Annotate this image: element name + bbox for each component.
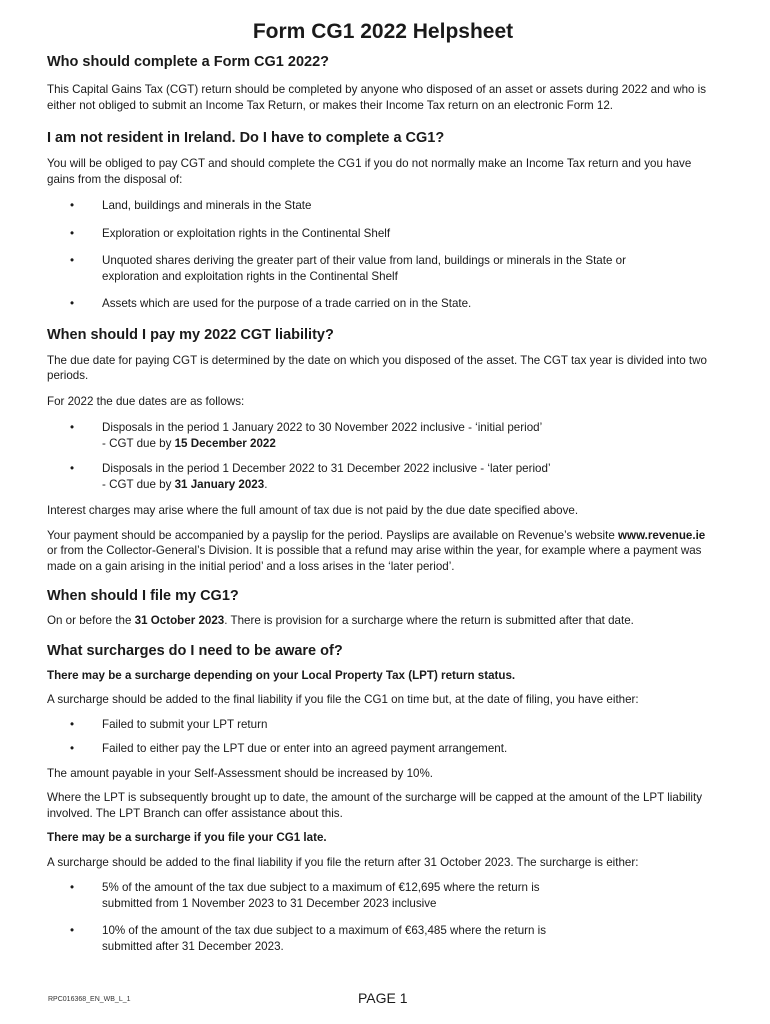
- section-heading: When should I pay my 2022 CGT liability?: [47, 326, 334, 343]
- list-item-text: Failed to submit your LPT return: [102, 717, 268, 731]
- list-item-text: Assets which are used for the purpose of a trade carried on in the State.: [102, 297, 472, 310]
- list-item-text: Disposals in the period 1 January 2022 to 30 November 2022 inclusive - ‘initial period’: [102, 421, 543, 434]
- paragraph: For 2022 the due dates are as follows:: [47, 394, 245, 408]
- bullet-glyph: •: [70, 254, 75, 267]
- due-suffix: .: [264, 477, 268, 491]
- paragraph: Where the LPT is subsequently brought up to date, the amount of the surcharge will be capped at the amount of the LPT liability involved. The LPT Branch can offer assistance about this.: [47, 791, 703, 820]
- document-code: RPC016368_EN_WB_L_1: [48, 996, 131, 1003]
- paragraph: This Capital Gains Tax (CGT) return should be completed by anyone who disposed of an asset or assets during 2022 and who is either not obliged to submit an Income Tax Return, or makes their Income Tax return on an electronic Form 12.: [47, 83, 707, 112]
- list-item: [47, 420, 719, 451]
- filing-date: 31 October 2023: [134, 614, 225, 627]
- list-item-text: Unquoted shares deriving the greater part of their value from land, buildings or minerals in the State or exploration and exploitation rights in the Continental Shelf: [102, 254, 626, 283]
- list-item: [47, 253, 677, 284]
- bullet-list: [47, 717, 719, 757]
- list-item: [47, 198, 719, 214]
- page-number: PAGE 1: [358, 990, 408, 1006]
- paragraph: [47, 613, 719, 629]
- list-item: [47, 880, 587, 911]
- text-run: or from the Collector-General’s Division. It is possible that a refund may arise within the year, for example where a payment was made on a gain arising in the initial period’ and a loss arises in the ‘later period’.: [47, 544, 702, 573]
- bullet-glyph: •: [70, 421, 75, 434]
- section-heading: When should I file my CG1?: [47, 588, 239, 604]
- paragraph: Interest charges may arise where the full amount of tax due is not paid by the due date specified above.: [47, 504, 579, 517]
- page-title: Form CG1 2022 Helpsheet: [252, 20, 514, 43]
- text-run: Your payment should be accompanied by a payslip for the period. Payslips are available on Revenue’s website: [47, 528, 619, 542]
- bullet-glyph: •: [70, 881, 75, 894]
- text-run: On or before the: [47, 614, 135, 627]
- list-item: [47, 717, 719, 733]
- paragraph: The amount payable in your Self-Assessment should be increased by 10%.: [47, 766, 434, 780]
- bold-lead: There may be a surcharge if you file your CG1 late.: [47, 831, 327, 844]
- list-item: [47, 296, 719, 312]
- list-item: [47, 923, 592, 954]
- due-dates-list: [47, 420, 719, 492]
- section-heading: Who should complete a Form CG1 2022?: [47, 54, 329, 70]
- bold-lead: There may be a surcharge depending on your Local Property Tax (LPT) return status.: [47, 668, 516, 682]
- paragraph: [47, 528, 712, 575]
- bullet-glyph: •: [70, 462, 75, 475]
- due-date: 15 December 2022: [174, 436, 276, 450]
- document-body: [47, 52, 719, 954]
- list-item-text: 10% of the amount of the tax due subject to a maximum of €63,485 where the return is submitted after 31 December 2023.: [102, 924, 547, 953]
- list-item-text: Disposals in the period 1 December 2022 to 31 December 2022 inclusive - ‘later period’: [102, 462, 551, 475]
- bullet-glyph: •: [70, 924, 75, 937]
- list-item-text: Land, buildings and minerals in the State: [102, 199, 312, 212]
- due-prefix: - CGT due by: [102, 436, 175, 450]
- section-heading: I am not resident in Ireland. Do I have to complete a CG1?: [47, 130, 445, 146]
- bullet-list: [47, 198, 719, 312]
- due-prefix: - CGT due by: [102, 477, 175, 491]
- paragraph: A surcharge should be added to the final liability if you file the CG1 on time but, at the date of filing, you have either:: [47, 693, 639, 706]
- bullet-glyph: •: [70, 297, 75, 310]
- bullet-glyph: •: [70, 717, 75, 731]
- bullet-glyph: •: [70, 742, 75, 755]
- section-heading: What surcharges do I need to be aware of?: [47, 642, 343, 659]
- list-item: [47, 741, 719, 757]
- revenue-link[interactable]: www.revenue.ie: [618, 528, 706, 542]
- list-item-text: 5% of the amount of the tax due subject to a maximum of €12,695 where the return is submitted from 1 November 2023 to 31 December 2023 inclusive: [102, 881, 540, 910]
- bullet-glyph: •: [70, 226, 75, 240]
- due-date: 31 January 2023: [174, 477, 265, 491]
- paragraph: You will be obliged to pay CGT and should complete the CG1 if you do not normally make an Income Tax return and you have gains from the disposal of:: [47, 157, 692, 186]
- list-item: [47, 226, 719, 242]
- paragraph: A surcharge should be added to the final liability if you file the return after 31 October 2023. The surcharge is either:: [47, 855, 639, 869]
- surcharge-list: [47, 880, 719, 954]
- text-run: . There is provision for a surcharge where the return is submitted after that date.: [224, 614, 634, 627]
- list-item-text: Exploration or exploitation rights in the Continental Shelf: [102, 226, 391, 240]
- list-item: [47, 461, 719, 492]
- bullet-glyph: •: [70, 199, 75, 212]
- paragraph: The due date for paying CGT is determined by the date on which you disposed of the asset. The CGT tax year is divided into two periods.: [47, 353, 707, 382]
- list-item-text: Failed to either pay the LPT due or enter into an agreed payment arrangement.: [102, 742, 508, 755]
